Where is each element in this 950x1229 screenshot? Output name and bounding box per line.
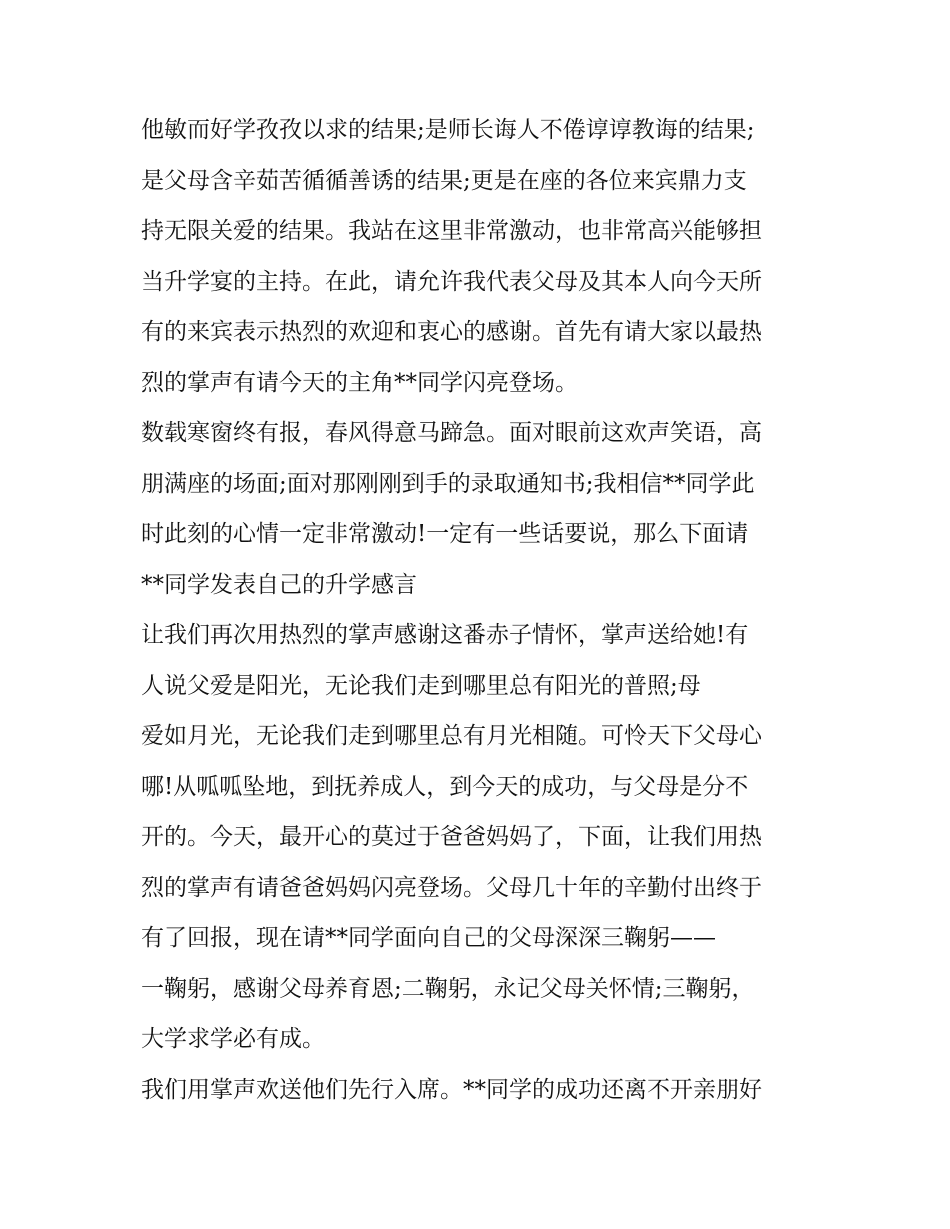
text-line: 烈的掌声有请今天的主角**同学闪亮登场。	[141, 369, 578, 396]
text-line: 当升学宴的主持。在此，请允许我代表父母及其本人向今天所	[141, 268, 762, 295]
text-line: 哪!从呱呱坠地，到抚养成人，到今天的成功，与父母是分不	[141, 773, 749, 800]
text-line: 让我们再次用热烈的掌声感谢这番赤子情怀，掌声送给她!有	[141, 622, 749, 648]
text-line: 时此刻的心情一定非常激动!一定有一些话要说，那么下面请	[141, 521, 749, 547]
text-line: 开的。今天，最开心的莫过于爸爸妈妈了，下面，让我们用热	[141, 824, 762, 850]
document-body	[141, 105, 831, 1115]
text-line: 一鞠躬，感谢父母养育恩;二鞠躬，永记父母关怀情;三鞠躬，	[141, 975, 755, 1002]
text-line: 持无限关爱的结果。我站在这里非常激动，也非常高兴能够担	[141, 218, 762, 244]
text-line: 有的来宾表示热烈的欢迎和衷心的感谢。首先有请大家以最热	[141, 319, 762, 345]
text-line: 数载寒窗终有报，春风得意马蹄急。面对眼前这欢声笑语，高	[141, 420, 762, 446]
text-line: 人说父爱是阳光，无论我们走到哪里总有阳光的普照;母	[141, 672, 701, 699]
text-line: **同学发表自己的升学感言	[141, 571, 417, 598]
text-line: 我们用掌声欢送他们先行入席。**同学的成功还离不开亲朋好	[141, 1076, 762, 1103]
text-line: 他敏而好学孜孜以求的结果;是师长诲人不倦谆谆教诲的结果;	[141, 117, 755, 143]
text-line: 朋满座的场面;面对那刚刚到手的录取通知书;我相信**同学此	[141, 470, 755, 497]
text-line: 有了回报，现在请**同学面向自己的父母深深三鞠躬——	[141, 925, 716, 951]
text-line: 爱如月光，无论我们走到哪里总有月光相随。可怜天下父母心	[141, 723, 762, 749]
text-line: 烈的掌声有请爸爸妈妈闪亮登场。父母几十年的辛勤付出终于	[141, 874, 762, 901]
text-line: 是父母含辛茹苦循循善诱的结果;更是在座的各位来宾鼎力支	[141, 167, 747, 194]
text-line: 大学求学必有成。	[141, 1026, 325, 1052]
